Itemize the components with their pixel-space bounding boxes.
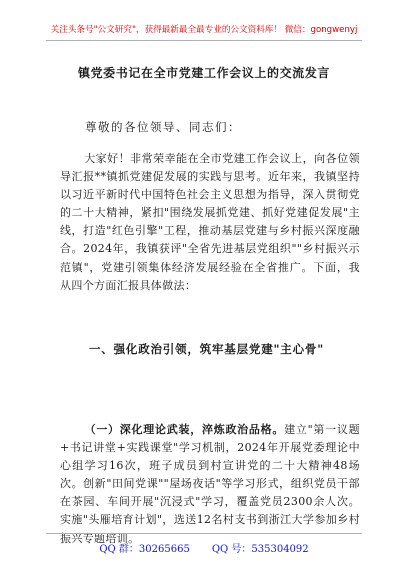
document-title: 镇党委书记在全市党建工作会议上的交流发言 bbox=[77, 66, 330, 80]
salutation: 尊敬的各位领导、同志们： bbox=[85, 120, 241, 134]
footer-qq-number: QQ 号：535304092 bbox=[211, 544, 309, 555]
footer bbox=[0, 540, 408, 555]
header-divider bbox=[46, 40, 362, 41]
header-banner: 关注头条号"公文研究"，获得最新最全最专业的公文资料库！ 微信：gongwenyj bbox=[50, 25, 358, 35]
subsection-heading: （一）深化理论武装，淬炼政治品格。 bbox=[84, 423, 285, 436]
section-heading: 一、强化政治引领，筑牢基层党建"主心骨" bbox=[89, 342, 324, 356]
subsection-paragraph bbox=[60, 421, 360, 548]
subsection-text: 建立"第一议题+书记讲堂+实践课堂"学习机制，2024年开展党委理论中心组学习16次，班子成员到村宣讲党的二十大精神48场次。创新"田间党课""屋场夜话"等学习形式，组织党员干部在茶园、车间开展"沉浸式"学习，覆盖党员2300余人次。实施"头雁培育计划"，选送12名村支书到浙江大学参加乡村振兴专题培训。 bbox=[60, 423, 361, 545]
footer-divider bbox=[46, 533, 362, 534]
footer-qq-group: QQ 群：30265665 bbox=[99, 544, 190, 555]
opening-paragraph: 大家好！非常荣幸能在全市党建工作会议上，向各位领导汇报**镇抓党建促发展的实践与思考。近年来，我镇坚持以习近平新时代中国特色社会主义思想为指导，深入贯彻党的二十大精神，紧扣"围绕发展抓党建、抓好党建促发展"主线，打造"红色引擎"工程，推动基层党建与乡村振兴深度融合。2024年，我镇获评"全省先进基层党组织""乡村振兴示范镇"，党建引领集体经济发展经验在全省推广。下面，我从四个方面汇报具体做法： bbox=[60, 152, 360, 292]
